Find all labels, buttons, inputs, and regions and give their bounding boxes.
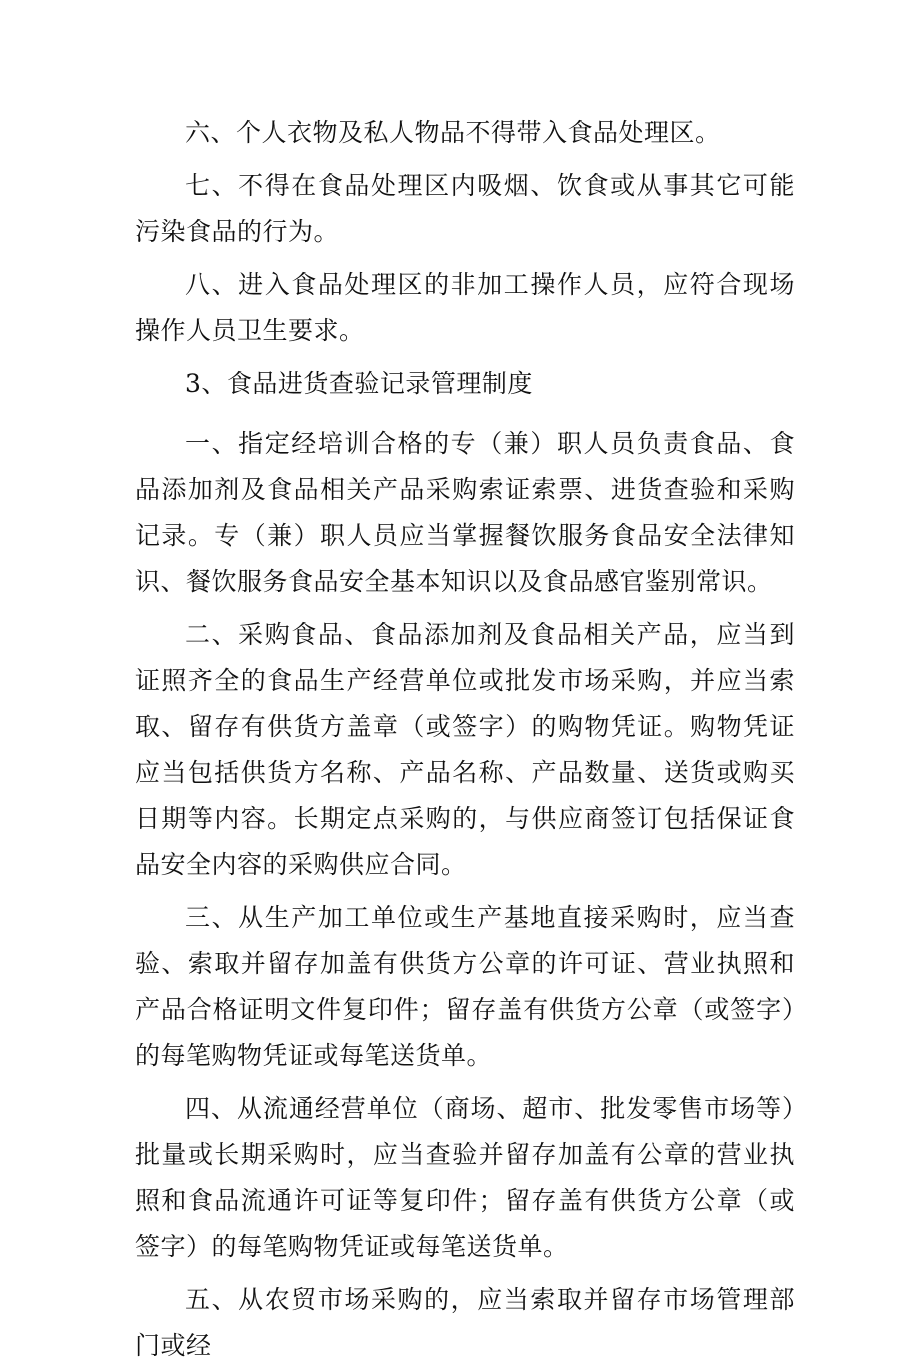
section-heading: 3、食品进货查验记录管理制度 (185, 369, 533, 398)
document-body (135, 110, 795, 1369)
paragraph-rule-8: 八、进入食品处理区的非加工操作人员，应符合现场操作人员卫生要求。 (135, 270, 795, 345)
paragraph-item-1: 一、指定经培训合格的专（兼）职人员负责食品、食品添加剂及食品相关产品采购索证索票、进货查验和采购记录。专（兼）职人员应当掌握餐饮服务食品安全法律知识、餐饮服务食品安全基本知识以及食品感官鉴别常识。 (135, 429, 795, 596)
paragraph-item-5: 五、从农贸市场采购的，应当索取并留存市场管理部门或经 (135, 1285, 795, 1360)
paragraph-item-3: 三、从生产加工单位或生产基地直接采购时，应当查验、索取并留存加盖有供货方公章的许可证、营业执照和产品合格证明文件复印件；留存盖有供货方公章（或签字）的每笔购物凭证或每笔送货单。 (135, 903, 795, 1070)
paragraph-rule-6: 六、个人衣物及私人物品不得带入食品处理区。 (185, 118, 721, 147)
paragraph-rule-7: 七、不得在食品处理区内吸烟、饮食或从事其它可能污染食品的行为。 (135, 171, 795, 246)
paragraph-item-2: 二、采购食品、食品添加剂及食品相关产品，应当到证照齐全的食品生产经营单位或批发市场采购，并应当索取、留存有供货方盖章（或签字）的购物凭证。购物凭证应当包括供货方名称、产品名称、产品数量、送货或购买日期等内容。长期定点采购的，与供应商签订包括保证食品安全内容的采购供应合同。 (135, 620, 795, 879)
paragraph-item-4: 四、从流通经营单位（商场、超市、批发零售市场等）批量或长期采购时，应当查验并留存加盖有公章的营业执照和食品流通许可证等复印件；留存盖有供货方公章（或签字）的每笔购物凭证或每笔送货单。 (135, 1094, 795, 1261)
